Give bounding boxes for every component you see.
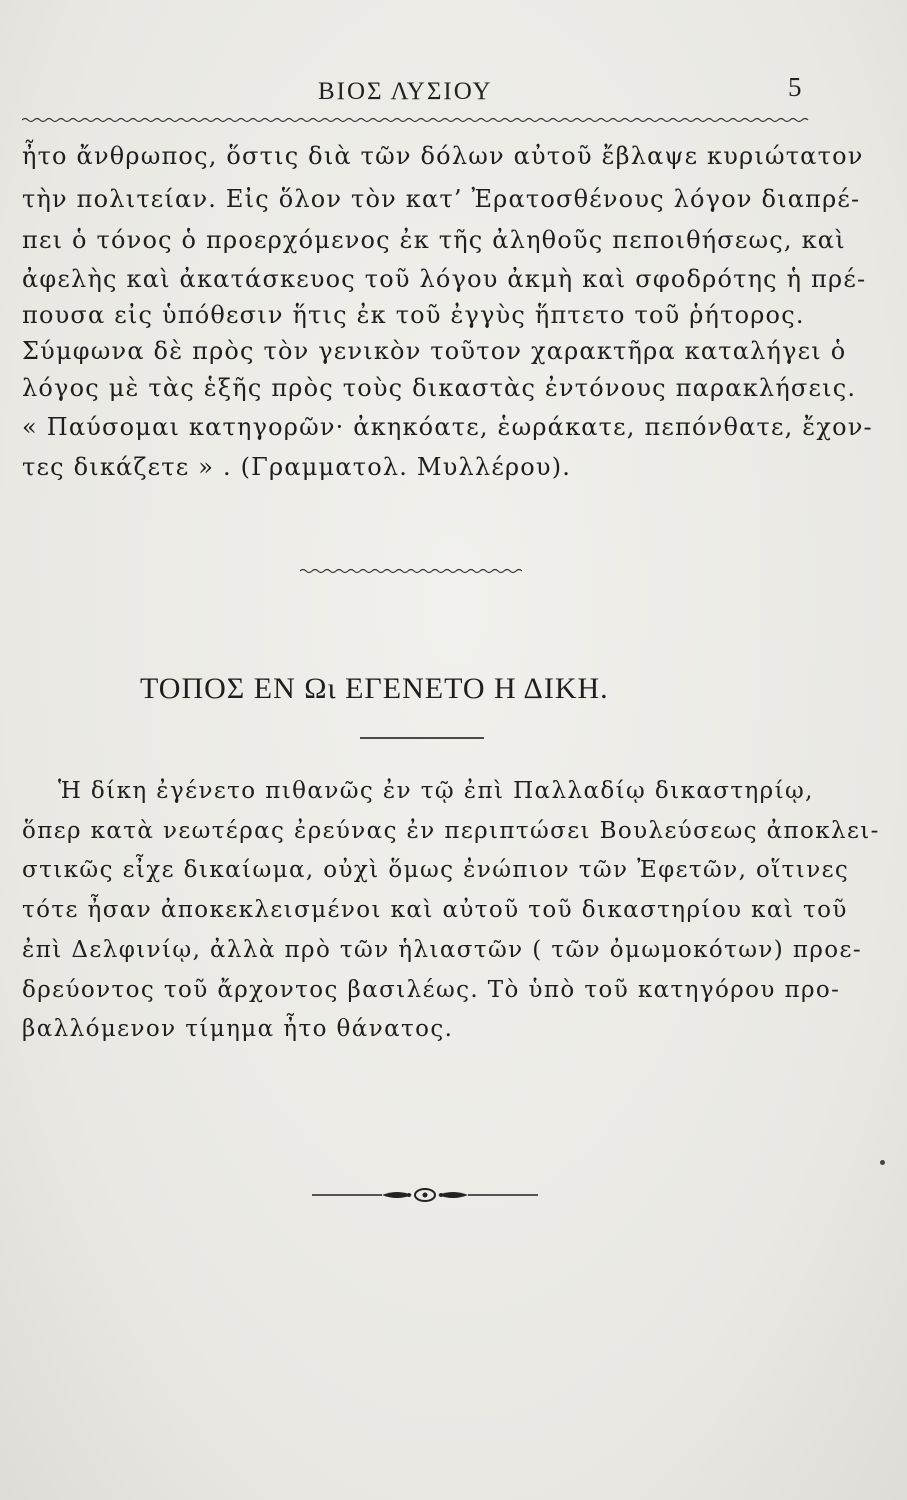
separator-wavy-rule (300, 566, 522, 576)
page-number: 5 (788, 72, 802, 102)
paragraph2-line: δρεύοντος τοῦ ἄρχοντος βασιλέως. Τὸ ὑπὸ τοῦ κατηγόρου προ- (22, 977, 841, 1003)
paragraph1-line: τὴν πολιτείαν. Εἰς ὅλον τὸν κατ’ Ἐρατοσθένους λόγον διαπρέ- (22, 185, 861, 213)
section-title: ΤΟΠΟΣ ΕΝ Ωι ΕΓΕΝΕΤΟ Η ΔΙΚΗ. (140, 672, 609, 705)
paragraph1-line: ἦτο ἄνθρωπος, ὅστις διὰ τῶν δόλων αὐτοῦ ἔβλαψε κυριώτατον (22, 142, 864, 170)
paragraph1-line: τες δικάζετε » . (Γραμματολ. Μυλλέρου). (22, 453, 572, 481)
paragraph2-line: ἐπὶ Δελφινίῳ, ἀλλὰ πρὸ τῶν ἡλιαστῶν ( τῶν ὀμωμοκότων) προε- (22, 937, 863, 963)
ink-speck (880, 1160, 885, 1165)
paragraph1-line: Σύμφωνα δὲ πρὸς τὸν γενικὸν τοῦτον χαρακτῆρα καταλήγει ὁ (22, 337, 847, 365)
paragraph1-line: πουσα εἰς ὑπόθεσιν ἥτις ἐκ τοῦ ἐγγὺς ἥπτετο τοῦ ῥήτορος. (22, 301, 805, 329)
paragraph2-line: τότε ἦσαν ἀποκεκλεισμένοι καὶ αὐτοῦ τοῦ δικαστηρίου καὶ τοῦ (22, 897, 848, 923)
paragraph2-line: Ἡ δίκη ἐγένετο πιθανῶς ἐν τῷ ἐπὶ Παλλαδίῳ δικαστηρίῳ, (58, 778, 814, 804)
paragraph2-line: στικῶς εἶχε δικαίωμα, οὐχὶ ὅμως ἐνώπιον τῶν Ἐφετῶν, οἵτινες (22, 857, 850, 883)
running-header (0, 72, 907, 112)
paragraph1-line: ἀφελὴς καὶ ἀκατάσκευος τοῦ λόγου ἀκμὴ καὶ σφοδρότης ἡ πρέ- (22, 265, 867, 293)
paragraph2-line: βαλλόμενον τίμημα ἦτο θάνατος. (22, 1016, 454, 1042)
header-wavy-rule (22, 116, 810, 124)
title-underline (360, 737, 484, 739)
running-title: ΒΙΟΣ ΛΥΣΙΟΥ (318, 78, 493, 105)
paragraph2-line: ὅπερ κατὰ νεωτέρας ἐρεύνας ἐν περιπτώσει Βουλεύσεως ἀποκλει- (22, 818, 880, 844)
paragraph1-line: λόγος μὲ τὰς ἑξῆς πρὸς τοὺς δικαστὰς ἐντόνους παρακλήσεις. (22, 374, 857, 402)
paragraph1-line: « Παύσομαι κατηγορῶν· ἀκηκόατε, ἑωράκατε, πεπόνθατε, ἔχον- (22, 413, 873, 441)
paragraph1-line: πει ὁ τόνος ὁ προερχόμενος ἐκ τῆς ἀληθοῦς πεποιθήσεως, καὶ (22, 226, 846, 254)
fleuron-ornament (312, 1184, 538, 1206)
